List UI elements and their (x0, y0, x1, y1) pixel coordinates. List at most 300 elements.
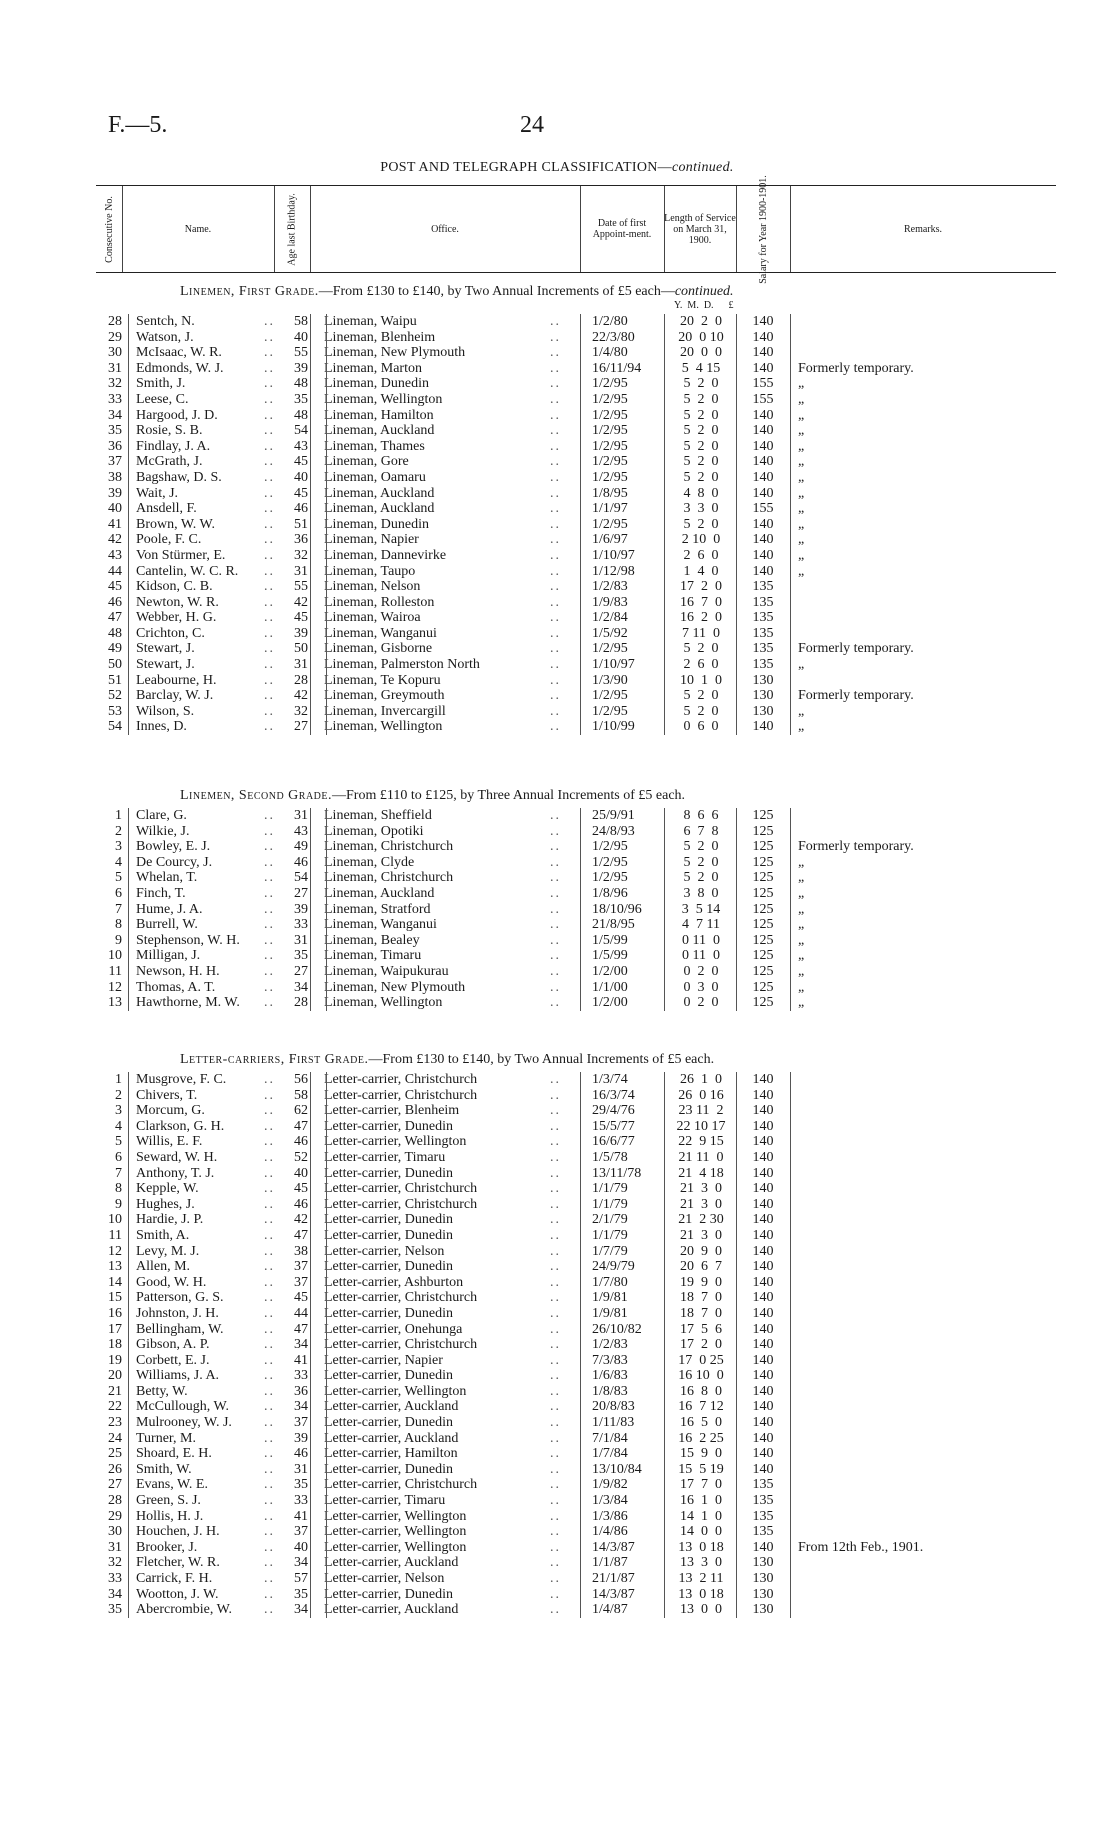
salary: 130 (752, 672, 774, 688)
length-of-service: 0 11 0 (682, 948, 720, 964)
age: 55 (294, 579, 308, 595)
salary: 125 (752, 808, 774, 823)
age: 27 (294, 963, 308, 979)
appointment-date: 1/1/00 (592, 979, 628, 995)
salary: 140 (752, 1212, 774, 1228)
row-number: 32 (108, 1555, 122, 1571)
leader-dots: .. (264, 1118, 275, 1134)
employee-name: Stephenson, W. H. (136, 932, 240, 948)
salary: 140 (752, 1134, 774, 1150)
appointment-date: 26/10/82 (592, 1321, 642, 1337)
appointment-date: 1/2/95 (592, 469, 628, 485)
age: 35 (294, 1586, 308, 1602)
office: Letter-carrier, Dunedin (324, 1118, 453, 1134)
office: Letter-carrier, Christchurch (324, 1290, 478, 1306)
row-number: 15 (108, 1290, 122, 1306)
row-number: 38 (108, 469, 122, 485)
remarks: „ (798, 376, 805, 392)
length-of-service: 21 11 0 (678, 1149, 724, 1165)
leader-dots: .. (264, 1352, 275, 1368)
leader-dots: .. (550, 1602, 561, 1618)
office: Lineman, New Plymouth (324, 979, 466, 995)
table-row (96, 610, 1056, 626)
office: Lineman, Dunedin (324, 516, 429, 532)
employee-name: Von Stürmer, E. (136, 547, 226, 563)
units-label: Y. M. D. £ (674, 300, 734, 311)
leader-dots: .. (264, 1477, 275, 1493)
leader-dots: .. (550, 657, 561, 673)
employee-name: Stewart, J. (136, 641, 195, 657)
leader-dots: .. (264, 1227, 275, 1243)
remarks: „ (798, 407, 805, 423)
column-rule (310, 808, 311, 1011)
length-of-service: 17 0 25 (678, 1352, 724, 1368)
length-of-service: 26 1 0 (680, 1072, 722, 1087)
age: 32 (294, 703, 308, 719)
salary: 155 (752, 501, 774, 517)
length-of-service: 5 2 0 (683, 376, 719, 392)
remarks: Formerly temporary. (798, 839, 914, 855)
employee-name: Sentch, N. (136, 314, 195, 329)
leader-dots: .. (550, 1118, 561, 1134)
table-row (96, 1399, 1056, 1415)
office: Lineman, Sheffield (324, 808, 432, 823)
office: Letter-carrier, Dunedin (324, 1586, 453, 1602)
salary: 140 (752, 1368, 774, 1384)
table-row (96, 704, 1056, 720)
office: Letter-carrier, Christchurch (324, 1477, 478, 1493)
appointment-date: 21/8/95 (592, 917, 635, 933)
appointment-date: 1/9/81 (592, 1290, 628, 1306)
salary: 125 (752, 917, 774, 933)
leader-dots: .. (264, 314, 275, 329)
employee-name: Hardie, J. P. (136, 1212, 204, 1228)
appointment-date: 1/2/95 (592, 839, 628, 855)
age: 27 (294, 719, 308, 735)
office: Letter-carrier, Hamilton (324, 1446, 458, 1462)
age: 42 (294, 1212, 308, 1228)
table-row (96, 641, 1056, 657)
office: Lineman, Blenheim (324, 329, 436, 345)
length-of-service: 4 7 11 (682, 917, 720, 933)
appointment-date: 1/7/79 (592, 1243, 628, 1259)
col-office: Office. (310, 186, 581, 272)
age: 46 (294, 501, 308, 517)
row-number: 1 (115, 1072, 122, 1087)
age: 42 (294, 594, 308, 610)
table-row (96, 1493, 1056, 1509)
leader-dots: .. (550, 1072, 561, 1087)
age: 62 (294, 1103, 308, 1119)
office: Lineman, Hamilton (324, 407, 434, 423)
leader-dots: .. (550, 1274, 561, 1290)
employee-name: Findlay, J. A. (136, 438, 211, 454)
age: 41 (294, 1508, 308, 1524)
leader-dots: .. (264, 485, 275, 501)
table-row (96, 1103, 1056, 1119)
leader-dots: .. (550, 854, 561, 870)
length-of-service: 20 2 0 (680, 314, 722, 329)
row-number: 4 (115, 854, 122, 870)
age: 35 (294, 1477, 308, 1493)
length-of-service: 5 2 0 (683, 839, 719, 855)
leader-dots: .. (264, 345, 275, 361)
table-row (96, 1602, 1056, 1618)
leader-dots: .. (264, 454, 275, 470)
length-of-service: 3 3 0 (683, 501, 719, 517)
row-number: 13 (108, 995, 122, 1011)
age: 40 (294, 1165, 308, 1181)
employee-name: McGrath, J. (136, 454, 203, 470)
row-number: 36 (108, 438, 122, 454)
row-number: 1 (115, 808, 122, 823)
leader-dots: .. (264, 438, 275, 454)
section-linemen-first-grade (96, 284, 1056, 735)
leader-dots: .. (550, 1149, 561, 1165)
row-number: 12 (108, 979, 122, 995)
length-of-service: 0 3 0 (683, 979, 719, 995)
office: Lineman, Clyde (324, 854, 415, 870)
appointment-date: 13/10/84 (592, 1461, 642, 1477)
office: Letter-carrier, Wellington (324, 1508, 467, 1524)
age: 56 (294, 1072, 308, 1087)
length-of-service: 5 2 0 (683, 469, 719, 485)
row-number: 7 (115, 1165, 122, 1181)
leader-dots: .. (550, 329, 561, 345)
office: Letter-carrier, Timaru (324, 1149, 446, 1165)
table-row (96, 964, 1056, 980)
office: Letter-carrier, Auckland (324, 1602, 459, 1618)
salary: 135 (752, 594, 774, 610)
office: Letter-carrier, Onehunga (324, 1321, 463, 1337)
employee-name: Burrell, W. (136, 917, 198, 933)
length-of-service: 2 6 0 (683, 547, 719, 563)
row-number: 6 (115, 885, 122, 901)
row-number: 34 (108, 407, 122, 423)
remarks: „ (798, 469, 805, 485)
leader-dots: .. (264, 360, 275, 376)
employee-name: Johnston, J. H. (136, 1305, 219, 1321)
employee-name: Willis, E. F. (136, 1134, 203, 1150)
leader-dots: .. (550, 641, 561, 657)
salary: 130 (752, 1571, 774, 1586)
row-number: 29 (108, 1508, 122, 1524)
appointment-date: 1/2/00 (592, 963, 628, 979)
remarks: „ (798, 854, 805, 870)
table-row (96, 933, 1056, 949)
age: 34 (294, 979, 308, 995)
row-number: 52 (108, 688, 122, 704)
column-rule (128, 1072, 129, 1618)
leader-dots: .. (264, 917, 275, 933)
salary: 140 (752, 547, 774, 563)
appointment-date: 1/9/83 (592, 594, 628, 610)
leader-dots: .. (264, 1555, 275, 1571)
office: Lineman, Taupo (324, 563, 416, 579)
length-of-service: 20 6 7 (680, 1259, 722, 1275)
employee-name: Leabourne, H. (136, 672, 217, 688)
leader-dots: .. (550, 1508, 561, 1524)
leader-dots: .. (264, 1212, 275, 1228)
remarks: „ (798, 917, 805, 933)
age: 48 (294, 376, 308, 392)
age: 55 (294, 345, 308, 361)
row-number: 3 (115, 839, 122, 855)
table-row (96, 839, 1056, 855)
appointment-date: 1/6/97 (592, 532, 628, 548)
appointment-date: 1/2/80 (592, 314, 628, 329)
appointment-date: 1/12/98 (592, 563, 635, 579)
age: 43 (294, 438, 308, 454)
remarks: Formerly temporary. (798, 688, 914, 704)
employee-name: Rosie, S. B. (136, 423, 203, 439)
length-of-service: 0 11 0 (682, 932, 720, 948)
table-row (96, 439, 1056, 455)
employee-name: Hollis, H. J. (136, 1508, 204, 1524)
employee-name: Milligan, J. (136, 948, 201, 964)
leader-dots: .. (550, 469, 561, 485)
appointment-date: 1/2/95 (592, 391, 628, 407)
leader-dots: .. (264, 963, 275, 979)
column-header (96, 174, 1056, 284)
table-row (96, 376, 1056, 392)
leader-dots: .. (264, 1493, 275, 1509)
leader-dots: .. (264, 1181, 275, 1197)
employee-name: Kidson, C. B. (136, 579, 213, 595)
office: Lineman, Te Kopuru (324, 672, 441, 688)
leader-dots: .. (550, 625, 561, 641)
employee-name: Chivers, T. (136, 1087, 198, 1103)
appointment-date: 1/11/83 (592, 1415, 635, 1431)
length-of-service: 5 2 0 (683, 703, 719, 719)
table-row (96, 1477, 1056, 1493)
row-number: 26 (108, 1461, 122, 1477)
leader-dots: .. (550, 1477, 561, 1493)
remarks: „ (798, 501, 805, 517)
leader-dots: .. (550, 963, 561, 979)
age: 35 (294, 391, 308, 407)
appointment-date: 24/9/79 (592, 1259, 635, 1275)
table-row (96, 1368, 1056, 1384)
office: Lineman, Wanganui (324, 917, 437, 933)
leader-dots: .. (550, 1196, 561, 1212)
employee-name: Ansdell, F. (136, 501, 197, 517)
employee-name: Corbett, E. J. (136, 1352, 210, 1368)
appointment-date: 1/2/00 (592, 995, 628, 1011)
row-number: 2 (115, 1087, 122, 1103)
employee-name: Kepple, W. (136, 1181, 199, 1197)
leader-dots: .. (550, 532, 561, 548)
employee-name: Innes, D. (136, 719, 187, 735)
leader-dots: .. (264, 703, 275, 719)
length-of-service: 21 4 18 (678, 1165, 724, 1181)
table-row (96, 980, 1056, 996)
table-row (96, 595, 1056, 611)
row-number: 34 (108, 1586, 122, 1602)
row-number: 25 (108, 1446, 122, 1462)
leader-dots: .. (550, 1305, 561, 1321)
leader-dots: .. (264, 1243, 275, 1259)
appointment-date: 14/3/87 (592, 1539, 635, 1555)
employee-name: Wilson, S. (136, 703, 195, 719)
salary: 135 (752, 657, 774, 673)
age: 40 (294, 469, 308, 485)
length-of-service: 21 3 0 (680, 1196, 722, 1212)
page-title: POST AND TELEGRAPH CLASSIFICATION—continued. (380, 160, 734, 175)
row-number: 31 (108, 360, 122, 376)
appointment-date: 1/2/95 (592, 688, 628, 704)
leader-dots: .. (264, 932, 275, 948)
remarks: From 12th Feb., 1901. (798, 1539, 924, 1555)
length-of-service: 17 7 0 (680, 1477, 722, 1493)
table-row (96, 917, 1056, 933)
row-number: 3 (115, 1103, 122, 1119)
leader-dots: .. (264, 808, 275, 823)
table-row (96, 1353, 1056, 1369)
employee-name: Wait, J. (136, 485, 179, 501)
row-number: 31 (108, 1539, 122, 1555)
salary: 140 (752, 469, 774, 485)
leader-dots: .. (550, 1430, 561, 1446)
appointment-date: 1/2/95 (592, 438, 628, 454)
employee-name: Finch, T. (136, 885, 186, 901)
remarks: „ (798, 516, 805, 532)
office: Letter-carrier, Wellington (324, 1383, 467, 1399)
employee-name: Bowley, E. J. (136, 839, 211, 855)
leader-dots: .. (264, 885, 275, 901)
row-number: 28 (108, 1493, 122, 1509)
row-number: 33 (108, 391, 122, 407)
appointment-date: 1/9/81 (592, 1305, 628, 1321)
leader-dots: .. (550, 547, 561, 563)
row-number: 44 (108, 563, 122, 579)
row-number: 23 (108, 1415, 122, 1431)
row-number: 43 (108, 547, 122, 563)
salary: 140 (752, 329, 774, 345)
length-of-service: 5 2 0 (683, 438, 719, 454)
office: Lineman, Wellington (324, 995, 443, 1011)
age: 50 (294, 641, 308, 657)
appointment-date: 1/2/95 (592, 870, 628, 886)
length-of-service: 15 9 0 (680, 1446, 722, 1462)
length-of-service: 22 9 15 (678, 1134, 724, 1150)
salary: 130 (752, 1602, 774, 1618)
office: Lineman, Gisborne (324, 641, 433, 657)
salary: 140 (752, 1149, 774, 1165)
length-of-service: 8 6 6 (683, 808, 719, 823)
length-of-service: 5 2 0 (683, 870, 719, 886)
leader-dots: .. (264, 329, 275, 345)
remarks: „ (798, 485, 805, 501)
employee-name: Mulrooney, W. J. (136, 1415, 232, 1431)
employee-name: Bellingham, W. (136, 1321, 224, 1337)
salary: 140 (752, 516, 774, 532)
appointment-date: 1/2/95 (592, 407, 628, 423)
office: Letter-carrier, Dunedin (324, 1461, 453, 1477)
table-row (96, 1290, 1056, 1306)
salary: 135 (752, 625, 774, 641)
leader-dots: .. (550, 1493, 561, 1509)
leader-dots: .. (264, 854, 275, 870)
employee-name: Brooker, J. (136, 1539, 198, 1555)
appointment-date: 1/5/78 (592, 1149, 628, 1165)
age: 45 (294, 1181, 308, 1197)
leader-dots: .. (264, 407, 275, 423)
row-number: 37 (108, 454, 122, 470)
salary: 140 (752, 1165, 774, 1181)
length-of-service: 5 2 0 (683, 391, 719, 407)
employee-name: Stewart, J. (136, 657, 195, 673)
age: 39 (294, 1430, 308, 1446)
appointment-date: 7/1/84 (592, 1430, 628, 1446)
leader-dots: .. (264, 1087, 275, 1103)
salary: 140 (752, 1539, 774, 1555)
office: Letter-carrier, Dunedin (324, 1305, 453, 1321)
salary: 155 (752, 376, 774, 392)
office: Lineman, Wellington (324, 391, 443, 407)
appointment-date: 1/5/92 (592, 625, 628, 641)
age: 46 (294, 1134, 308, 1150)
age: 58 (294, 314, 308, 329)
length-of-service: 13 0 18 (678, 1586, 724, 1602)
salary: 125 (752, 948, 774, 964)
remarks: „ (798, 995, 805, 1011)
salary: 140 (752, 1461, 774, 1477)
row-number: 54 (108, 719, 122, 735)
column-rule (128, 808, 129, 1011)
table-row (96, 948, 1056, 964)
row-number: 32 (108, 376, 122, 392)
leader-dots: .. (550, 314, 561, 329)
employee-name: Bagshaw, D. S. (136, 469, 222, 485)
appointment-date: 1/2/95 (592, 641, 628, 657)
age: 33 (294, 1368, 308, 1384)
leader-dots: .. (264, 532, 275, 548)
row-number: 12 (108, 1243, 122, 1259)
office: Lineman, Opotiki (324, 823, 424, 839)
length-of-service: 0 2 0 (683, 963, 719, 979)
row-number: 19 (108, 1352, 122, 1368)
length-of-service: 17 2 0 (680, 579, 722, 595)
leader-dots: .. (550, 360, 561, 376)
table-row (96, 1212, 1056, 1228)
office: Letter-carrier, Nelson (324, 1243, 445, 1259)
row-number: 48 (108, 625, 122, 641)
leader-dots: .. (264, 1539, 275, 1555)
leader-dots: .. (264, 1337, 275, 1353)
row-number: 24 (108, 1430, 122, 1446)
leader-dots: .. (264, 1290, 275, 1306)
length-of-service: 3 8 0 (683, 885, 719, 901)
row-number: 45 (108, 579, 122, 595)
appointment-date: 1/2/95 (592, 516, 628, 532)
row-number: 9 (115, 932, 122, 948)
age: 47 (294, 1227, 308, 1243)
table-row (96, 1150, 1056, 1166)
length-of-service: 20 0 0 (680, 345, 722, 361)
leader-dots: .. (550, 485, 561, 501)
table-row (96, 361, 1056, 377)
table-row (96, 486, 1056, 502)
age: 28 (294, 672, 308, 688)
employee-name: Evans, W. E. (136, 1477, 208, 1493)
office: Letter-carrier, Christchurch (324, 1337, 478, 1353)
employee-name: Patterson, G. S. (136, 1290, 224, 1306)
employee-name: Shoard, E. H. (136, 1446, 212, 1462)
office: Lineman, Oamaru (324, 469, 426, 485)
length-of-service: 1 4 0 (683, 563, 719, 579)
table-row (96, 1166, 1056, 1182)
